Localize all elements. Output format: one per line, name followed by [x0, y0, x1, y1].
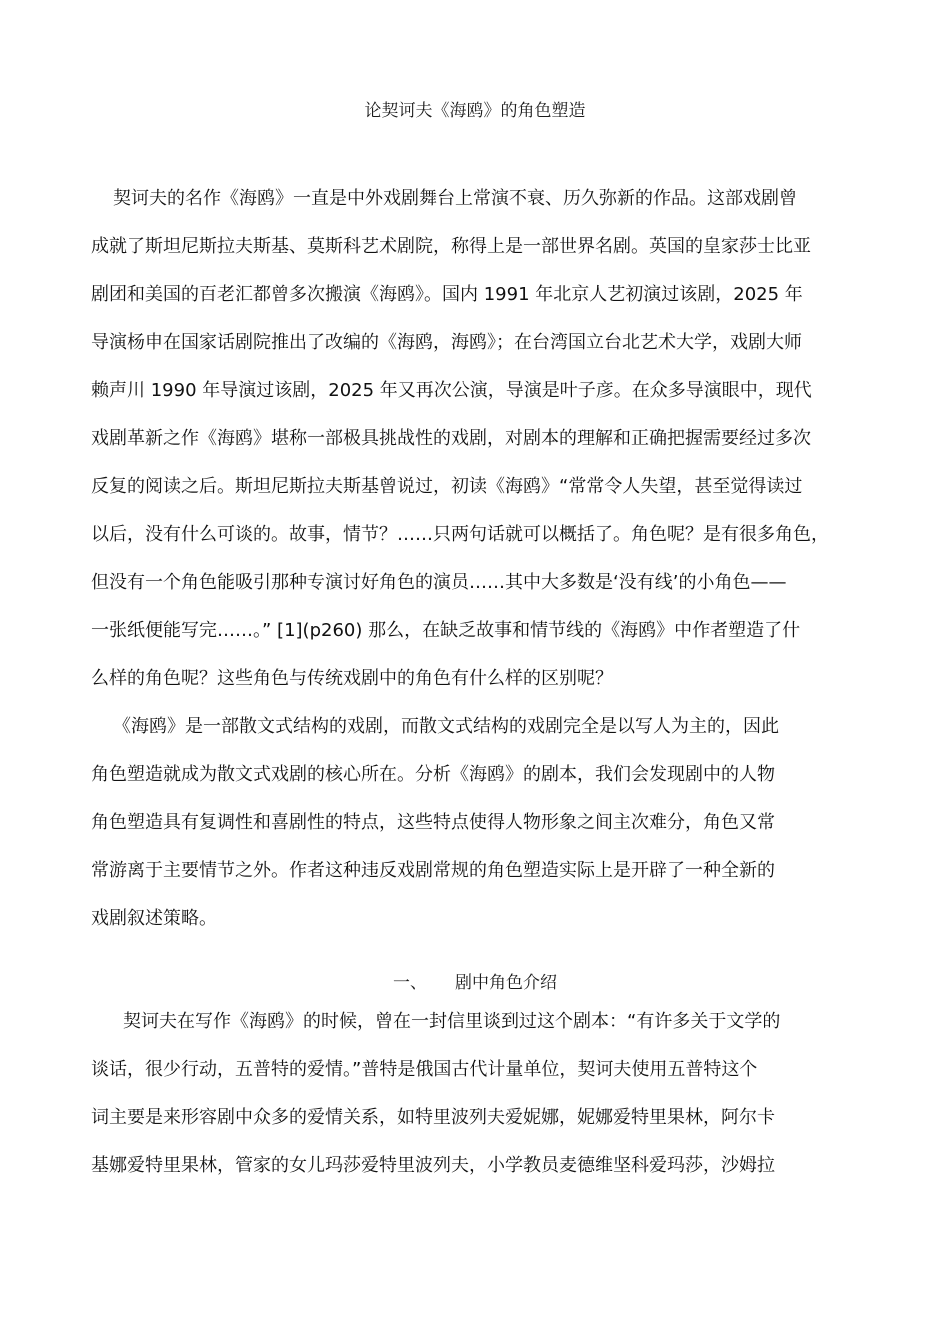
section-number: 一、 — [393, 973, 427, 993]
paragraph-line: 导演杨申在国家话剧院推出了改编的《海鸥，海鸥》；在台湾国立台北艺术大学，戏剧大师 — [91, 332, 802, 353]
section-heading — [0, 970, 950, 996]
paragraph-line: 基娜爱特里果林，管家的女儿玛莎爱特里波列夫，小学教员麦德维坚科爱玛莎，沙姆拉 — [91, 1155, 775, 1176]
section-title: 剧中角色介绍 — [455, 973, 557, 993]
paragraph-line: 角色塑造就成为散文式戏剧的核心所在。分析《海鸥》的剧本，我们会发现剧中的人物 — [91, 764, 775, 785]
paragraph-line: 《海鸥》是一部散文式结构的戏剧，而散文式结构的戏剧完全是以写人为主的，因此 — [113, 716, 779, 737]
paragraph-line: 契诃夫在写作《海鸥》的时候，曾在一封信里谈到过这个剧本：“有许多关于文学的 — [123, 1011, 781, 1032]
paragraph-line: 剧团和美国的百老汇都曾多次搬演《海鸥》。国内 1991 年北京人艺初演过该剧，2025 年 — [91, 284, 803, 305]
paragraph-line: 戏剧革新之作《海鸥》堪称一部极具挑战性的戏剧，对剧本的理解和正确把握需要经过多次 — [91, 428, 811, 449]
paragraph-line: 赖声川 1990 年导演过该剧，2025 年又再次公演，导演是叶子彦。在众多导演眼中，现代 — [91, 380, 812, 401]
paragraph-line: 契诃夫的名作《海鸥》一直是中外戏剧舞台上常演不衰、历久弥新的作品。这部戏剧曾 — [113, 188, 797, 209]
paragraph-line: 成就了斯坦尼斯拉夫斯基、莫斯科艺术剧院，称得上是一部世界名剧。英国的皇家莎士比亚 — [91, 236, 811, 257]
paragraph-line: 么样的角色呢？这些角色与传统戏剧中的角色有什么样的区别呢？ — [91, 668, 613, 689]
document-title: 论契诃夫《海鸥》的角色塑造 — [364, 101, 586, 121]
paragraph-line: 谈话，很少行动，五普特的爱情。”普特是俄国古代计量单位，契诃夫使用五普特这个 — [91, 1059, 758, 1080]
paragraph-line: 但没有一个角色能吸引那种专演讨好角色的演员……其中大多数是‘没有线’的小角色—— — [91, 572, 787, 593]
paragraph-line: 角色塑造具有复调性和喜剧性的特点，这些特点使得人物形象之间主次难分，角色又常 — [91, 812, 775, 833]
paragraph-line: 常游离于主要情节之外。作者这种违反戏剧常规的角色塑造实际上是开辟了一种全新的 — [91, 860, 775, 881]
paragraph-line: 反复的阅读之后。斯坦尼斯拉夫斯基曾说过，初读《海鸥》“常常令人失望，甚至觉得读过 — [91, 476, 803, 497]
paragraph-line: 以后，没有什么可谈的。故事，情节？……只两句话就可以概括了。角色呢？是有很多角色， — [91, 524, 829, 545]
paragraph-line: 戏剧叙述策略。 — [91, 908, 217, 929]
paragraph-line: 一张纸便能写完……。” [1](p260) 那么，在缺乏故事和情节线的《海鸥》中作者塑造了什 — [91, 620, 801, 641]
paragraph-line: 词主要是来形容剧中众多的爱情关系，如特里波列夫爱妮娜，妮娜爱特里果林，阿尔卡 — [91, 1107, 775, 1128]
